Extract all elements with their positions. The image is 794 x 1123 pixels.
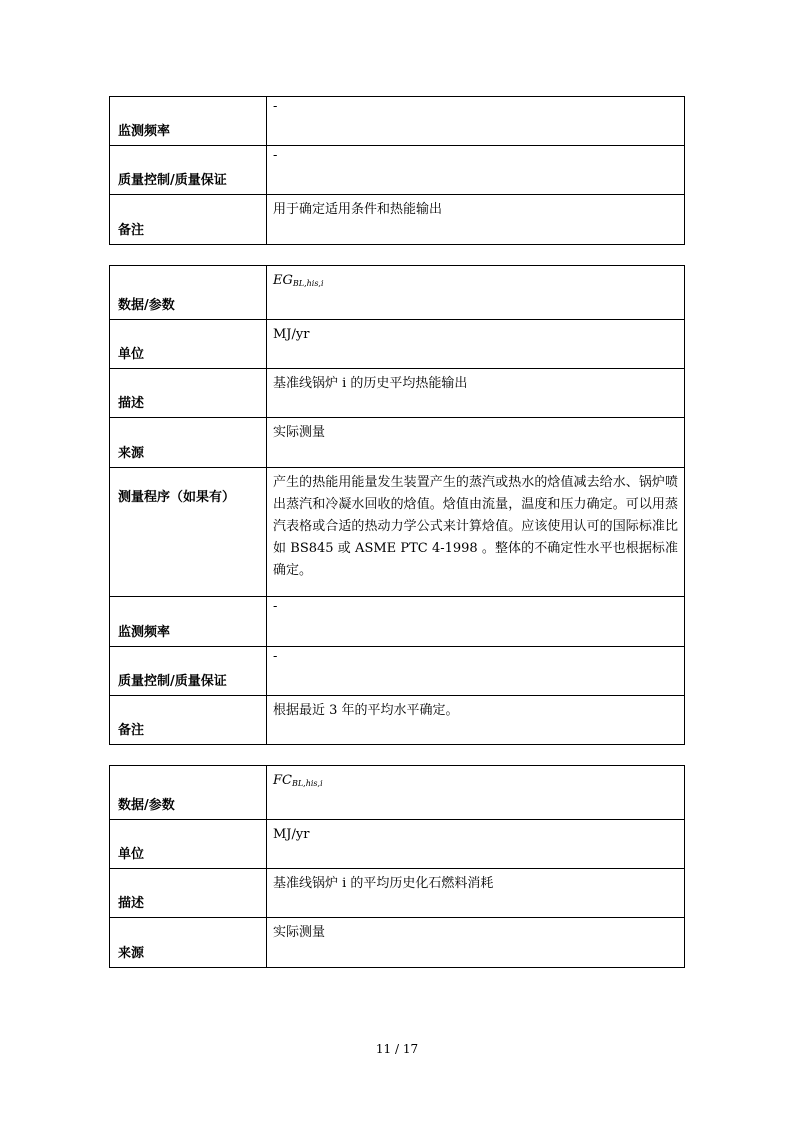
symbol-main: FC [273, 773, 292, 788]
row-label: 描述 [110, 369, 267, 418]
row-label: 来源 [110, 918, 267, 968]
table-row [110, 597, 685, 647]
row-value: 实际测量 [267, 418, 685, 468]
page-number: 11 / 17 [375, 1042, 419, 1056]
row-value: 产生的热能用能量发生装置产生的蒸汽或热水的焓值减去给水、锅炉喷出蒸汽和冷凝水回收的焓值。焓值由流量，温度和压力确定。可以用蒸汽表格或合适的热动力学公式来计算焓值。应该使用认可的国际标准比如 BS845 或 ASME PTC 4-1998 。整体的不确定性水平也根据标准确定。 [267, 468, 685, 597]
table-row [110, 146, 685, 195]
symbol-subscript: BL,his,i [292, 279, 324, 288]
symbol-subscript: BL,his,i [291, 779, 323, 788]
table-row [110, 766, 685, 820]
row-label: 监测频率 [110, 97, 267, 146]
row-label: 数据/参数 [110, 766, 267, 820]
row-label: 单位 [110, 820, 267, 869]
row-value: MJ/yr [267, 820, 685, 869]
table-row [110, 647, 685, 696]
table-row [110, 266, 685, 320]
row-value: - [267, 146, 685, 195]
row-value: 实际测量 [267, 918, 685, 968]
parameter-symbol [267, 266, 685, 320]
parameter-symbol [267, 766, 685, 820]
parameter-table-1 [109, 96, 685, 245]
parameter-table-3 [109, 765, 685, 968]
row-value: 基准线锅炉 i 的历史平均热能输出 [267, 369, 685, 418]
table-row [110, 869, 685, 918]
table-row [110, 418, 685, 468]
row-label: 测量程序（如果有） [110, 468, 267, 597]
row-value: - [267, 97, 685, 146]
row-value: - [267, 647, 685, 696]
table-row [110, 97, 685, 146]
row-value: 基准线锅炉 i 的平均历史化石燃料消耗 [267, 869, 685, 918]
row-label: 监测频率 [110, 597, 267, 647]
table-row [110, 468, 685, 597]
table-row [110, 369, 685, 418]
row-label: 备注 [110, 696, 267, 745]
row-label: 单位 [110, 320, 267, 369]
table-row [110, 820, 685, 869]
parameter-table-2 [109, 265, 685, 745]
row-label: 质量控制/质量保证 [110, 146, 267, 195]
row-value: 根据最近 3 年的平均水平确定。 [267, 696, 685, 745]
row-label: 备注 [110, 195, 267, 245]
table-row [110, 918, 685, 968]
row-value: - [267, 597, 685, 647]
symbol-main: EG [273, 273, 293, 288]
row-label: 质量控制/质量保证 [110, 647, 267, 696]
row-value: MJ/yr [267, 320, 685, 369]
table-row [110, 696, 685, 745]
row-label: 数据/参数 [110, 266, 267, 320]
row-label: 描述 [110, 869, 267, 918]
table-row [110, 195, 685, 245]
row-value: 用于确定适用条件和热能输出 [267, 195, 685, 245]
row-label: 来源 [110, 418, 267, 468]
table-row [110, 320, 685, 369]
